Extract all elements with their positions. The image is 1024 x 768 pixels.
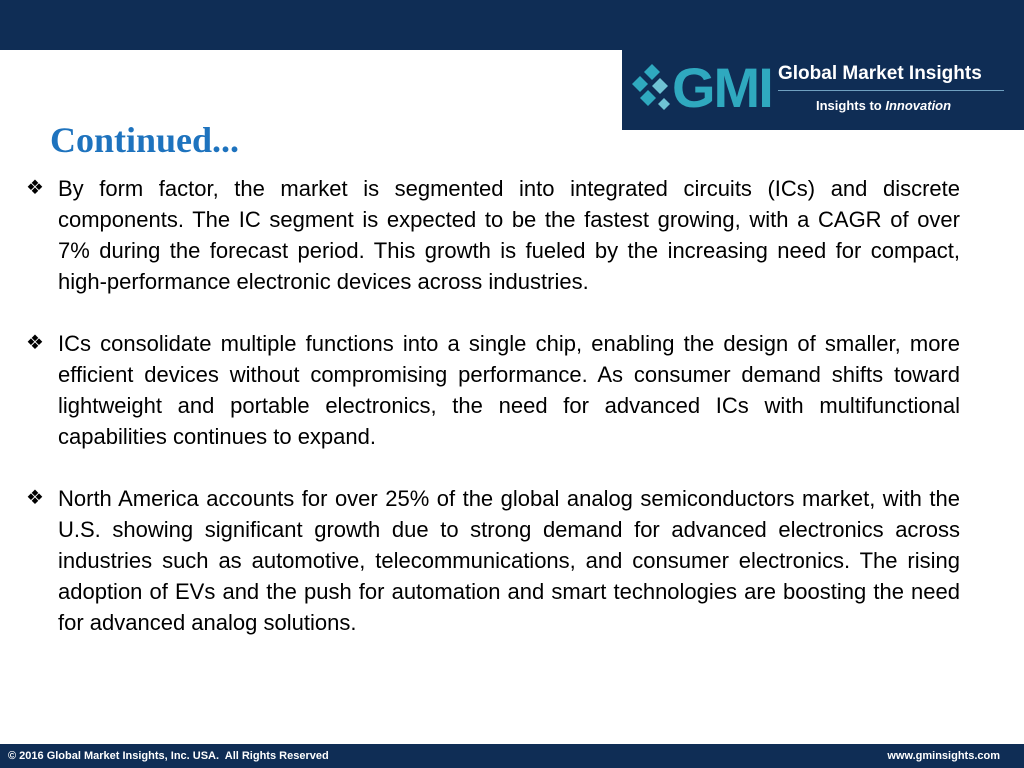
bullet-item	[26, 173, 960, 297]
diamond-bullet-icon: ❖	[26, 332, 44, 354]
footer-bar	[0, 744, 1024, 768]
logo-divider	[778, 90, 1004, 91]
bullet-item	[26, 483, 960, 638]
diamond-bullet-icon: ❖	[26, 177, 44, 199]
bullet-item	[26, 328, 960, 452]
logo-tagline-prefix: Insights to	[816, 98, 886, 113]
logo-monogram: GMI	[672, 56, 772, 119]
copyright-text: © 2016 Global Market Insights, Inc. USA. All Rights Reserved	[8, 750, 329, 762]
logo-tagline-emphasis: Innovation	[885, 98, 952, 113]
slide-title: Continued...	[50, 120, 240, 160]
logo-company-name: Global Market Insights	[778, 63, 982, 84]
bullet-text: ICs consolidate multiple functions into a single chip, enabling the design of smaller, more efficient devices without compromising performance. As consumer demand shifts toward lightweight and portable electronics, the need for advanced ICs with multifunctional capabilities continues to expand.	[58, 331, 960, 449]
diamond-bullet-icon: ❖	[26, 487, 44, 509]
bullet-text: By form factor, the market is segmented into integrated circuits (ICs) and discrete components. The IC segment is expected to be the fastest growing, with a CAGR of over 7% during the forecast period. This growth is fueled by the increasing need for compact, high-performance electronic devices across industries.	[58, 176, 960, 294]
bullet-text: North America accounts for over 25% of the global analog semiconductors market, with the U.S. showing significant growth due to strong demand for advanced electronics across industries such as automotive, telecommunications, and consumer electronics. The rising adoption of EVs and the push for automation and smart technologies are boosting the need for advanced analog solutions.	[58, 486, 960, 635]
diamond-cluster-icon	[630, 64, 674, 116]
gmi-logo	[622, 50, 1024, 130]
logo-tagline	[816, 97, 951, 115]
top-banner	[0, 0, 1024, 50]
bullet-list	[26, 173, 960, 669]
website-link[interactable]: www.gminsights.com	[887, 750, 1000, 762]
